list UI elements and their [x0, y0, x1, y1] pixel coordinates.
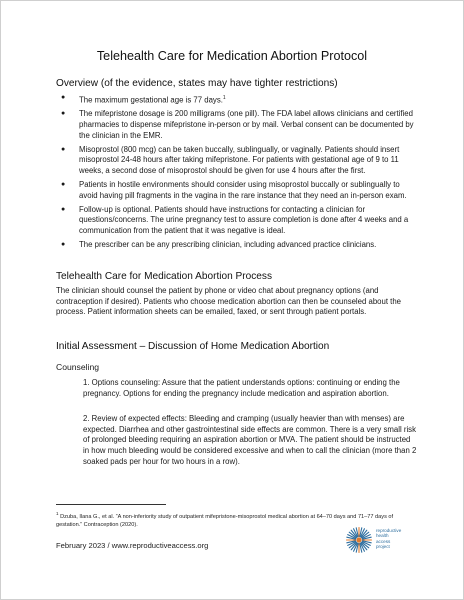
logo-center: [356, 537, 361, 542]
bullet-item: [56, 205, 416, 237]
logo-line: access: [376, 538, 391, 544]
bullet-dot-icon: ●: [61, 240, 66, 248]
logo-line: reproductive: [376, 528, 402, 533]
bullet-text: Follow-up is optional. Patients should have instructions for contacting a clinician for questions/concerns. The urine pregnancy test to assure completion is done after 4 weeks and a communication from the patient that it was negative is ideal.: [79, 204, 409, 236]
expected-effects-item: [83, 414, 418, 468]
logo-line: project: [376, 543, 390, 549]
bullet-item: [56, 240, 416, 251]
bullet-dot-icon: ●: [61, 110, 66, 118]
footnote-text: Dzuba, Ilana G., et al. “A non-inferiority study of outpatient mifepristone-misoprostol medical abortion at 64–70 days and 71–77 days of gestation.” Contraception (2020).: [56, 513, 394, 529]
bullet-text: The prescriber can be any prescribing clinician, including advanced practice clinicians.: [79, 239, 377, 249]
page-title: Telehealth Care for Medication Abortion Protocol: [96, 49, 368, 63]
bullet-dot-icon: ●: [61, 94, 66, 101]
footer-text: February 2023 / www.reproductiveaccess.org: [56, 541, 209, 550]
footnote-ref: 1: [222, 95, 226, 101]
footnote-mark: 1: [56, 511, 59, 516]
footnote-divider: [56, 504, 166, 505]
rhap-logo: [345, 526, 425, 556]
item-lead: 2. Review of expected effects:: [83, 414, 187, 423]
bullet-text: The mifepristone dosage is 200 milligrams (one pill). The FDA label allows clinicians and certified pharmacies to dispense mifepristone in-person or by mail. Verbal consent can be documented by the clinician in the EMR.: [79, 109, 414, 140]
process-heading: Telehealth Care for Medication Abortion Process: [56, 271, 273, 282]
rhap-sunburst-logo-icon: [345, 526, 373, 554]
process-paragraph: The clinician should counsel the patient by phone or video chat about pregnancy options (and contraception if desired). Patients who choose medication abortion can then be counseled about the process. Patient information sheets can be emailed, faxed, or sent through patient portals.: [56, 286, 402, 317]
bullet-text: Misoprostol (800 mcg) can be taken buccally, sublingually, or vaginally. Patients should insert misoprostol 24-48 hours after taking mifepristone. For patients with gestational age of 9 to 11 weeks, a second dose of misoprostol should be given for use 4 hours after the first.: [79, 144, 400, 176]
bullet-dot-icon: ●: [61, 205, 66, 213]
bullet-item: [56, 145, 416, 177]
item-text: Assure that the patient understands options: continuing or ending the pregnancy. Options for ending the pregnancy include medication and aspiration abortion.: [83, 378, 400, 398]
logo-line: health: [376, 533, 389, 539]
item-text: Bleeding and cramping (usually heavier than with menses) are expected. Diarrhea and other gastrointestinal side effects are common. There is a very small risk of prolonged bleeding requiring an aspiration abortion or MVA. The patient should be instructed in how much bleeding would be considered excessive and when to call the clinician (more than 2 soaked pads per hour for two hours in a row).: [83, 414, 417, 466]
bullet-text: The maximum gestational age is 77 days.: [79, 95, 223, 105]
overview-bullet-list: [56, 93, 416, 254]
bullet-dot-icon: ●: [61, 145, 66, 153]
item-lead: 1. Options counseling:: [83, 378, 161, 387]
overview-heading: Overview (of the evidence, states may have tighter restrictions): [56, 78, 338, 89]
counseling-label: Counseling: [56, 362, 99, 372]
bullet-text: Patients in hostile environments should consider using misoprostol buccally or sublingually to avoid having pill fragments in the vagina in the rare instance that they need an in-person exam.: [79, 180, 407, 200]
bullet-item: [56, 93, 416, 106]
bullet-dot-icon: ●: [61, 181, 66, 189]
options-counseling-item: [83, 378, 418, 399]
bullet-item: [56, 180, 416, 201]
bullet-item: [56, 109, 416, 141]
logo-text: [376, 528, 401, 549]
initial-assessment-heading: Initial Assessment – Discussion of Home Medication Abortion: [56, 341, 330, 352]
